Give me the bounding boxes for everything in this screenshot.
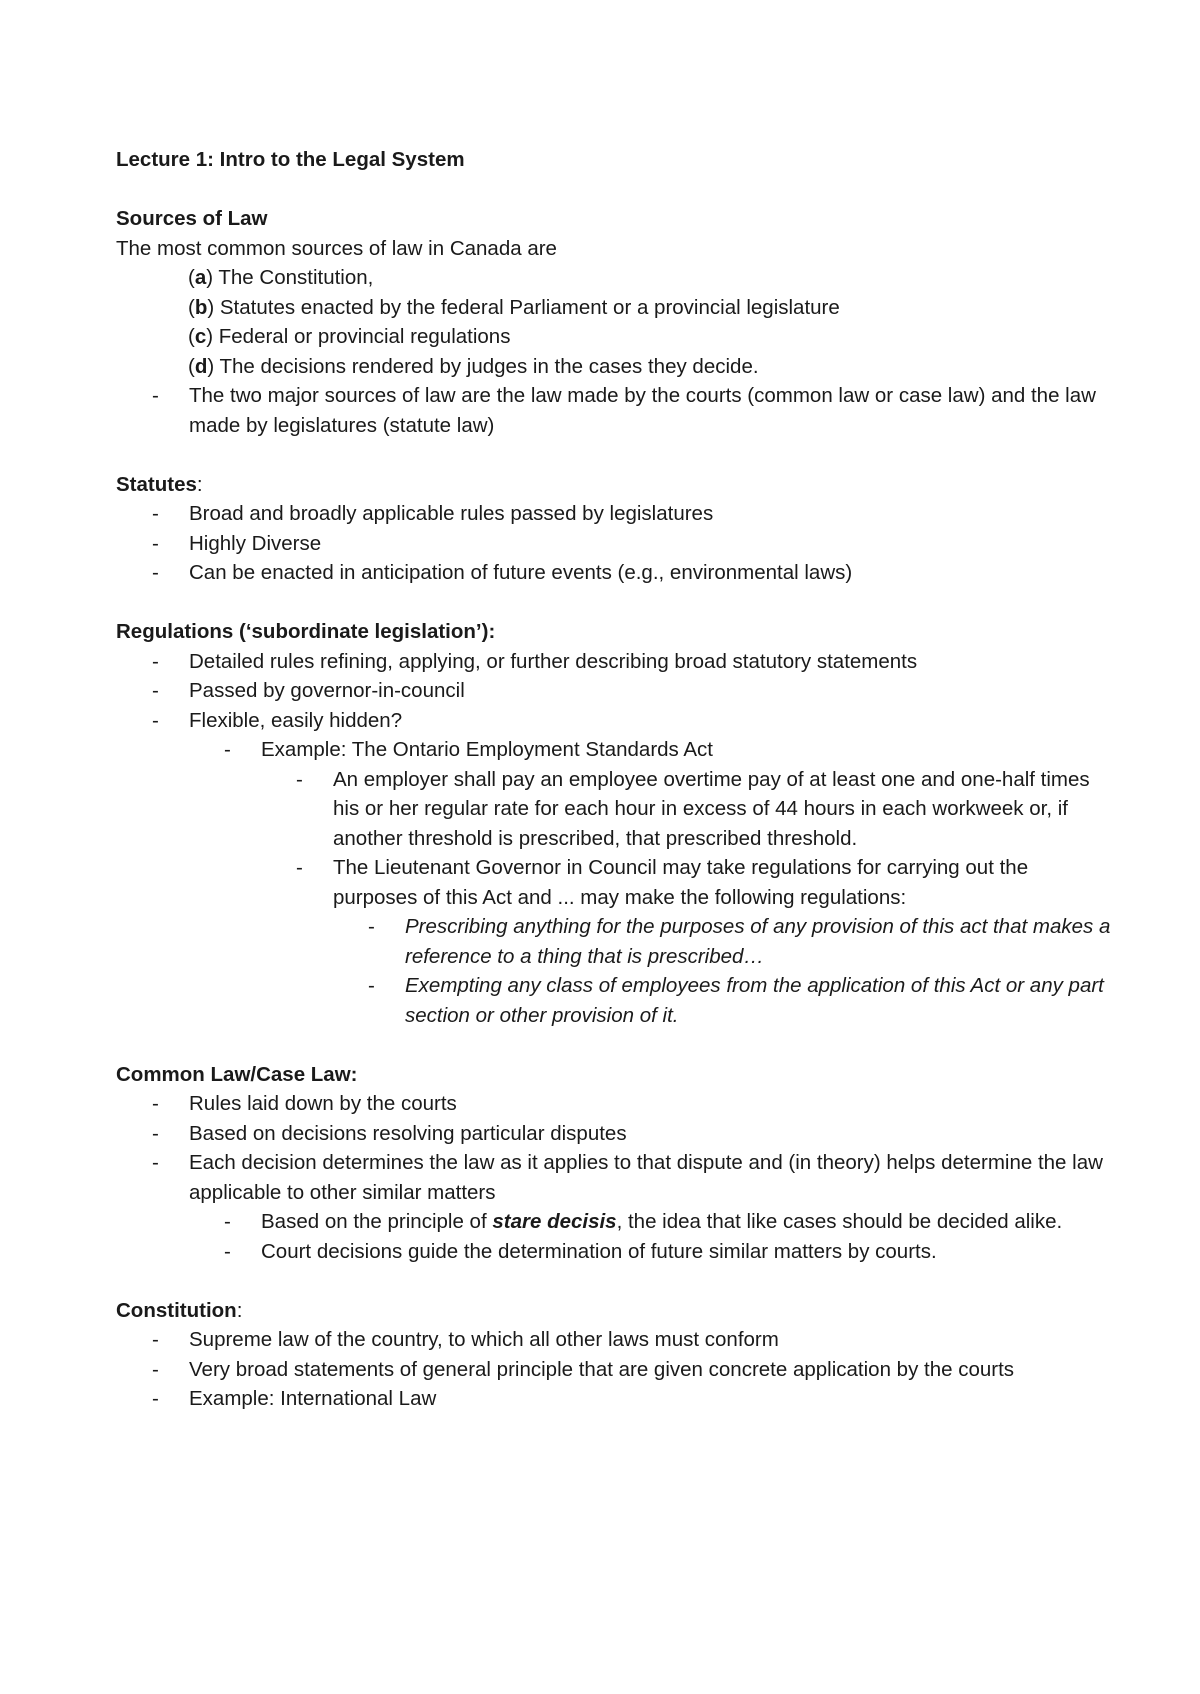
list-item-text: Court decisions guide the determination of future similar matters by courts.	[261, 1239, 937, 1263]
item-text: The decisions rendered by judges in the cases they decide.	[214, 354, 759, 378]
list-item	[116, 765, 1116, 854]
item-text: The Constitution,	[213, 266, 374, 289]
list-item-text: An employer shall pay an employee overtime pay of at least one and one-half times his or her regular rate for each hour in excess of 44 hours in each workweek or, if another threshold is prescribed, that prescribed threshold.	[333, 767, 1090, 850]
section-sources	[116, 204, 1116, 440]
heading-colon: :	[196, 472, 203, 496]
item-text: Federal or provincial regulations	[213, 325, 511, 348]
list-item-text: Prescribing anything for the purposes of any provision of this act that makes a reference to a thing that is prescribed…	[405, 915, 1111, 968]
constitution-heading: Constitution	[116, 1298, 237, 1322]
list-item	[116, 558, 1116, 588]
list-item	[116, 1237, 1116, 1267]
list-item-text: Rules laid down by the courts	[189, 1092, 457, 1115]
list-item	[116, 499, 1116, 529]
section-common-law	[116, 1060, 1116, 1267]
bullet-dash: -	[224, 1239, 231, 1263]
list-item-text: Detailed rules refining, applying, or further describing broad statutory statements	[189, 649, 918, 673]
list-item	[116, 1148, 1116, 1207]
bullet-dash: -	[224, 1210, 231, 1233]
bullet-dash: -	[368, 974, 375, 997]
bullet-dash: -	[152, 649, 159, 673]
list-item-text: Can be enacted in anticipation of future events (e.g., environmental laws)	[189, 561, 853, 584]
list-item	[116, 735, 1116, 765]
bullet-dash: -	[152, 384, 159, 407]
bullet-dash: -	[296, 767, 303, 791]
sources-item-c: (c) Federal or provincial regulations	[188, 325, 511, 348]
list-item-text: Passed by governor-in-council	[189, 679, 465, 702]
list-item-text: Exempting any class of employees from the application of this Act or any part section or other provision of it.	[405, 974, 1104, 1027]
list-item	[116, 971, 1116, 1030]
statutes-heading: Statutes	[116, 472, 197, 496]
stare-suffix: , the idea that like cases should be decided alike.	[616, 1210, 1063, 1233]
list-item	[116, 529, 1116, 559]
document-body	[116, 145, 1116, 1414]
list-item	[116, 1119, 1116, 1149]
list-item-text: Each decision determines the law as it applies to that dispute and (in theory) helps determine the law applicable to other similar matters	[189, 1151, 1103, 1204]
list-item	[116, 381, 1116, 440]
list-item-text: Broad and broadly applicable rules passed by legislatures	[189, 502, 714, 525]
sources-item-b: (b) Statutes enacted by the federal Parliament or a provincial legislature	[188, 295, 840, 319]
bullet-dash: -	[152, 1328, 159, 1351]
list-item-text: Highly Diverse	[189, 531, 322, 555]
sources-intro: The most common sources of law in Canada are	[116, 236, 557, 260]
list-item	[116, 1325, 1116, 1355]
stare-prefix: Based on the principle of	[261, 1210, 493, 1233]
list-item-text: Supreme law of the country, to which all other laws must conform	[189, 1328, 779, 1351]
bullet-dash: -	[224, 738, 231, 761]
list-item	[116, 676, 1116, 706]
section-statutes	[116, 470, 1116, 588]
sources-item-d: (d) The decisions rendered by judges in the cases they decide.	[188, 354, 759, 378]
stare-decisis-term: stare decisis	[492, 1210, 617, 1233]
heading-colon: :	[236, 1298, 243, 1322]
list-item	[116, 647, 1116, 677]
bullet-dash: -	[152, 708, 159, 732]
list-item	[116, 1207, 1116, 1237]
statutes-heading-line	[116, 470, 1116, 500]
sources-heading: Sources of Law	[116, 207, 268, 230]
list-item-text: Example: The Ontario Employment Standards Act	[261, 738, 713, 761]
item-letter: c	[194, 325, 207, 348]
section-regulations	[116, 617, 1116, 1030]
item-letter: d	[194, 354, 208, 378]
bullet-dash: -	[152, 1121, 159, 1145]
sources-item-a: (a) The Constitution,	[188, 266, 374, 289]
list-item-text: Based on decisions resolving particular disputes	[189, 1121, 627, 1145]
item-letter: b	[194, 295, 208, 319]
list-item	[116, 706, 1116, 736]
list-item-text: Very broad statements of general principle that are given concrete application by the courts	[189, 1357, 1015, 1381]
list-item-text: Flexible, easily hidden?	[189, 708, 403, 732]
list-item-text: Example: International Law	[189, 1387, 437, 1410]
bullet-dash: -	[152, 1357, 159, 1381]
bullet-dash: -	[296, 856, 303, 879]
list-item	[116, 853, 1116, 912]
regulations-heading: Regulations (‘subordinate legislation’):	[116, 620, 496, 643]
list-item	[116, 1089, 1116, 1119]
page-title: Lecture 1: Intro to the Legal System	[116, 148, 465, 171]
bullet-dash: -	[152, 502, 159, 525]
list-item	[116, 1384, 1116, 1414]
bullet-dash: -	[368, 915, 375, 938]
bullet-dash: -	[152, 531, 159, 555]
bullet-dash: -	[152, 1387, 159, 1410]
bullet-dash: -	[152, 1092, 159, 1115]
item-letter: a	[194, 266, 207, 289]
bullet-dash: -	[152, 679, 159, 702]
list-item	[116, 1355, 1116, 1385]
bullet-dash: -	[152, 1151, 159, 1174]
section-constitution	[116, 1296, 1116, 1414]
common-law-heading: Common Law/Case Law:	[116, 1062, 358, 1086]
list-item-text: The two major sources of law are the law made by the courts (common law or case law) and the law made by legislatures (statute law)	[189, 384, 1096, 437]
list-item-text: The Lieutenant Governor in Council may take regulations for carrying out the purposes of this Act and ... may make the following regulations:	[333, 856, 1029, 909]
item-text: Statutes enacted by the federal Parliament or a provincial legislature	[214, 295, 840, 319]
constitution-heading-line	[116, 1296, 1116, 1326]
list-item	[116, 912, 1116, 971]
bullet-dash: -	[152, 561, 159, 584]
